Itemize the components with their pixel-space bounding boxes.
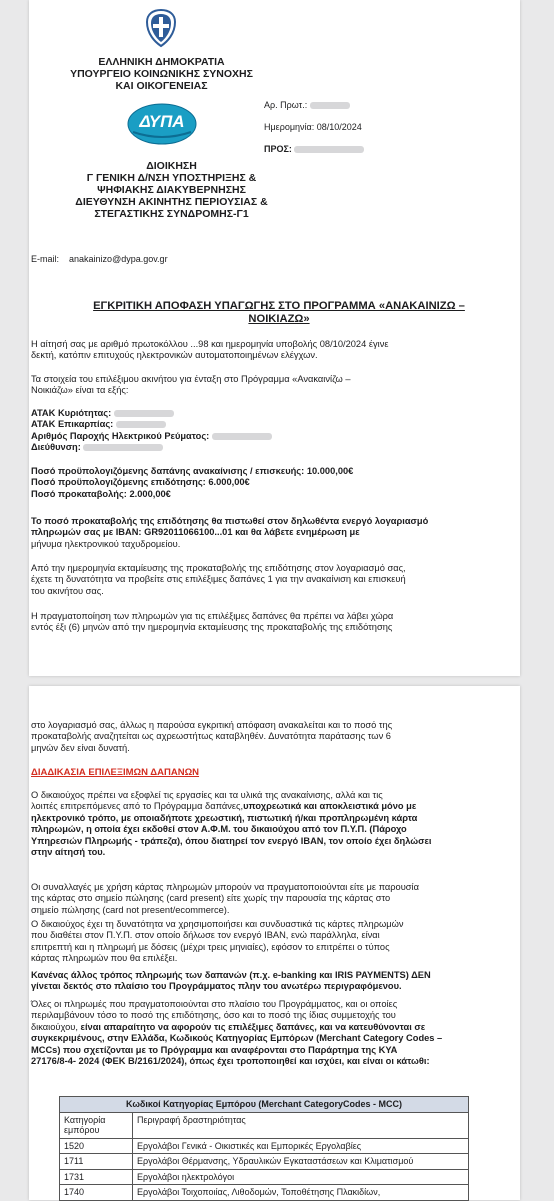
redacted-value — [310, 102, 350, 109]
redacted-value — [83, 444, 163, 451]
dept-line: ΔΙΕΥΘΥΝΣΗ ΑΚΙΝΗΤΗΣ ΠΕΡΙΟΥΣΙΑΣ & — [75, 196, 268, 208]
text-line: πληρωμών σας με IBAN: GR92011066100...01 και θα λάβετε ενημέρωση με — [31, 527, 360, 538]
email-line — [31, 254, 168, 265]
text-line: μήνυμα ηλεκτρονικού ταχυδρομείου. — [31, 538, 181, 549]
text-line: Από την ημερομηνία εκταμίευσης της προκαταβολής της επιδότησης στον λογαριασμό σας, — [31, 563, 406, 573]
greek-emblem-icon — [141, 8, 181, 48]
table-row — [60, 1185, 469, 1201]
dypa-logo — [127, 102, 197, 146]
text-line: στο λογαριασμό σας, άλλως η παρούσα εγκριτική απόφαση ανακαλείται και το ποσό της — [31, 720, 393, 730]
table-header-row — [60, 1112, 469, 1138]
table-cell-description: Εργολάβοι ηλεκτρολόγοι — [133, 1169, 469, 1185]
title-line: ΝΟΙΚΙΑΖΩ» — [248, 313, 310, 325]
field-label: Διεύθυνση: — [31, 442, 81, 453]
table-row — [60, 1154, 469, 1170]
text-line: του ακινήτου σας. — [31, 585, 104, 596]
paragraph-eligible-expenses — [31, 563, 515, 597]
table-cell-code: 1731 — [60, 1169, 133, 1185]
field-label: Αριθμός Παροχής Ηλεκτρικού Ρεύματος: — [31, 430, 210, 441]
section-heading: ΔΙΑΔΙΚΑΣΙΑ ΕΠΙΛΕΞΙΜΩΝ ΔΑΠΑΝΩΝ — [31, 767, 200, 778]
decision-title — [59, 300, 499, 326]
text-line: πληρωμών, η οποία έχει εκδοθεί στον Α.Φ.Μ. του δικαιούχου από τον Π.Υ.Π. (Πάροχο — [31, 824, 407, 835]
text-segment: υποχρεωτικά και αποκλειστικά μόνο με — [243, 801, 417, 812]
property-fields — [31, 408, 511, 454]
text-line: κάρτας πληρωμών που θα επιλέξει. — [31, 953, 178, 964]
email-link[interactable]: anakainizo@dypa.gov.gr — [69, 254, 168, 264]
logo-text: ΔΥΠΑ — [139, 112, 185, 131]
department-header — [59, 160, 284, 220]
field-row — [31, 431, 511, 442]
field-row — [31, 419, 511, 430]
mcc-table — [59, 1096, 469, 1201]
redacted-value — [114, 410, 174, 417]
text-line: MCCs) που σχετίζονται με το Πρόγραμμα και αναφέρονται στο Παράρτημα της ΚΥΑ — [31, 1044, 398, 1055]
ministry-line: ΥΠΟΥΡΓΕΙΟ ΚΟΙΝΩΝΙΚΗΣ ΣΥΝΟΧΗΣ — [70, 68, 253, 80]
text-line: μηνών δεν είναι δυνατή. — [31, 742, 130, 753]
field-row — [31, 408, 511, 419]
document-page-1 — [29, 0, 520, 676]
dept-line: ΔΙΟΙΚΗΣΗ — [146, 160, 197, 172]
protocol-label: Αρ. Πρωτ.: — [264, 100, 308, 110]
field-label: ΑΤΑΚ Κυριότητας: — [31, 408, 112, 418]
dept-line: Γ ΓΕΝΙΚΗ Δ/ΝΣΗ ΥΠΟΣΤΗΡΙΞΗΣ & — [86, 172, 257, 184]
mcc-table-wrapper — [59, 1096, 469, 1201]
table-cell-description: Εργολάβοι Τοιχοποιίας, Λιθοδομών, Τοποθέτησης Πλακιδίων, — [133, 1185, 469, 1201]
text-line: Η πραγματοποίηση των πληρωμών για τις επιλέξιμες δαπάνες θα πρέπει να λάβει χώρα — [31, 611, 394, 621]
text-line: εντός έξι (6) μηνών από την ημερομηνία εκταμίευσης της προκαταβολής της επιδότησης — [31, 622, 393, 633]
budget-line: Ποσό προϋπολογιζόμενης δαπάνης ανακαίνισης / επισκευής: 10.000,00€ — [31, 466, 354, 476]
protocol-number — [264, 100, 350, 111]
text-line: Υπηρεσιών Πληρωμής - τράπεζα), όπου διατηρεί τον ενεργό IBAN, τον οποίο έχει δηλώσει — [31, 835, 432, 846]
paragraph-continuation — [31, 720, 515, 754]
text-line: προκαταβολής αναζητείται ως αχρεωστήτως καταβληθέν. Δυνατότητα παράτασης των 6 — [31, 731, 391, 742]
text-line: Το ποσό προκαταβολής της επιδότησης θα πιστωθεί στον δηλωθέντα ενεργό λογαριασμό — [31, 516, 429, 526]
text-segment: δικαιούχου, — [31, 1021, 78, 1032]
dept-line: ΨΗΦΙΑΚΗΣ ΔΙΑΚΥΒΕΡΝΗΣΗΣ — [97, 184, 246, 196]
paragraph-iban — [31, 516, 515, 550]
budget-block — [31, 466, 511, 500]
text-line: συγκεκριμένους, στην Ελλάδα, Κωδικούς Κατηγορίας Εμπόρων (Merchant Category Codes – — [31, 1033, 443, 1044]
text-line: Ο δικαιούχος έχει τη δυνατότητα να χρησιμοποιήσει και συνδυαστικά τις κάρτες πληρωμών — [31, 919, 404, 929]
paragraph-payments — [31, 611, 515, 634]
table-cell-code: 1520 — [60, 1138, 133, 1154]
table-row — [60, 1169, 469, 1185]
column-header: Περιγραφή δραστηριότητας — [133, 1112, 469, 1138]
document-page-2 — [29, 686, 520, 1200]
text-line: Τα στοιχεία του επιλέξιμου ακινήτου για ένταξη στο Πρόγραμμα «Ανακαινίζω – — [31, 374, 351, 384]
text-line: που διαθέτει στον Π.Υ.Π. στον οποίο δήλωσε τον ενεργό IBAN, ενώ παράλληλα, είναι — [31, 930, 380, 941]
paragraph-property — [31, 374, 511, 397]
paragraph-no-other-method — [31, 970, 517, 993]
paragraph-card-present — [31, 882, 517, 916]
text-line: Κανένας άλλος τρόπος πληρωμής των δαπανών (π.χ. e-banking και IRIS PAYMENTS) ΔΕΝ — [31, 970, 431, 980]
table-title: Κωδικοί Κατηγορίας Εμπόρου (Merchant CategoryCodes - MCC) — [60, 1097, 469, 1113]
paragraph-application — [31, 339, 511, 362]
paragraph-payment-method — [31, 790, 517, 858]
text-line — [31, 1022, 517, 1033]
text-line: της κάρτας στο σημείο πώλησης (card present) είτε χωρίς την παρουσία της κάρτας στο — [31, 893, 391, 904]
redacted-value — [294, 146, 364, 153]
text-line: σημείο πώλησης (card not present/ecommerce). — [31, 904, 230, 915]
document-date: Ημερομηνία: 08/10/2024 — [264, 122, 362, 132]
table-row — [60, 1138, 469, 1154]
recipient-label: ΠΡΟΣ: — [264, 144, 292, 154]
text-segment: είναι απαραίτητο να αφορούν τις επιλέξιμες δαπάνες, και να κατευθύνονται σε — [80, 1021, 426, 1032]
text-line: περιλαμβάνουν τόσο το ποσό της επιδότησης, όσο και το ποσό της ίδιας συμμετοχής του — [31, 1010, 396, 1021]
table-cell-code: 1711 — [60, 1154, 133, 1170]
redacted-value — [212, 433, 272, 440]
table-cell-description: Εργολάβοι Θέρμανσης, Υδραυλικών Εγκαταστάσεων και Κλιματισμού — [133, 1154, 469, 1170]
text-line: Ο δικαιούχος πρέπει να εξοφλεί τις εργασίες και τα υλικά της ανακαίνισης, αλλά και τις — [31, 790, 383, 800]
column-header: Κατηγορία εμπόρου — [60, 1112, 133, 1138]
budget-line: Ποσό προϋπολογιζόμενης επιδότησης: 6.000,00€ — [31, 477, 250, 488]
redacted-value — [116, 421, 166, 428]
text-line: δεκτή, κατόπιν επιτυχούς ηλεκτρονικών αυτοματοποιημένων ελέγχων. — [31, 350, 318, 361]
email-label: E-mail: — [31, 254, 60, 264]
table-title-row — [60, 1097, 469, 1113]
paragraph-mcc — [31, 999, 517, 1067]
field-row — [31, 442, 511, 453]
table-cell-description: Εργολάβοι Γενικά - Οικιστικές και Εμπορικές Εργολαβίες — [133, 1138, 469, 1154]
text-line — [31, 801, 517, 812]
ministry-header — [49, 56, 274, 92]
text-segment: λοιπές επιτρεπόμενες από το Πρόγραμμα δαπάνες, — [31, 801, 244, 812]
budget-line: Ποσό προκαταβολής: 2.000,00€ — [31, 488, 171, 499]
text-line: στην αίτησή του. — [31, 847, 106, 858]
text-line: γίνεται δεκτός στο πλαίσιο του Προγράμματος πλην του ανωτέρω περιγραφόμενου. — [31, 981, 402, 992]
title-line: ΕΓΚΡΙΤΙΚΗ ΑΠΟΦΑΣΗ ΥΠΑΓΩΓΗΣ ΣΤΟ ΠΡΟΓΡΑΜΜΑ «ΑΝΑΚΑΙΝΙΖΩ – — [93, 300, 465, 312]
ministry-line: ΕΛΛΗΝΙΚΗ ΔΗΜΟΚΡΑΤΙΑ — [98, 56, 225, 68]
text-line: ηλεκτρονικό τρόπο, με οποιαδήποτε χρεωστική, πιστωτική ή/και προπληρωμένη κάρτα — [31, 812, 418, 823]
text-line: Νοικιάζω» είναι τα εξής: — [31, 385, 129, 396]
paragraph-combined-cards — [31, 919, 517, 965]
dept-line: ΣΤΕΓΑΣΤΙΚΗΣ ΣΥΝΔΡΟΜΗΣ-Γ1 — [94, 208, 249, 220]
text-line: Οι συναλλαγές με χρήση κάρτας πληρωμών μπορούν να πραγματοποιούνται είτε με παρουσία — [31, 882, 419, 892]
ministry-line: ΚΑΙ ΟΙΚΟΓΕΝΕΙΑΣ — [115, 80, 208, 92]
text-line: 27176/8-4- 2024 (ΦΕΚ Β/2161/2024), όπως έχει τροποποιηθεί και ισχύει, και είναι οι κάτωθι: — [31, 1056, 430, 1067]
recipient — [264, 144, 364, 155]
text-line: επιτρεπτή και η πληρωμή με δόσεις (μέχρι τρεις μηνιαίες), εφόσον το επιτρέπει ο τύπος — [31, 941, 390, 952]
text-line: Όλες οι πληρωμές που πραγματοποιούνται στο πλαίσιο του Προγράμματος, και οι οποίες — [31, 999, 398, 1009]
text-line: Η αίτησή σας με αριθμό πρωτοκόλλου ...98 και ημερομηνία υποβολής 08/10/2024 έγινε — [31, 339, 389, 349]
text-line: έχετε τη δυνατότητα να προβείτε στις επιλέξιμες δαπάνες 1 για την ανακαίνιση και επισκευή — [31, 574, 406, 585]
table-cell-code: 1740 — [60, 1185, 133, 1201]
field-label: ΑΤΑΚ Επικαρπίας: — [31, 419, 114, 430]
